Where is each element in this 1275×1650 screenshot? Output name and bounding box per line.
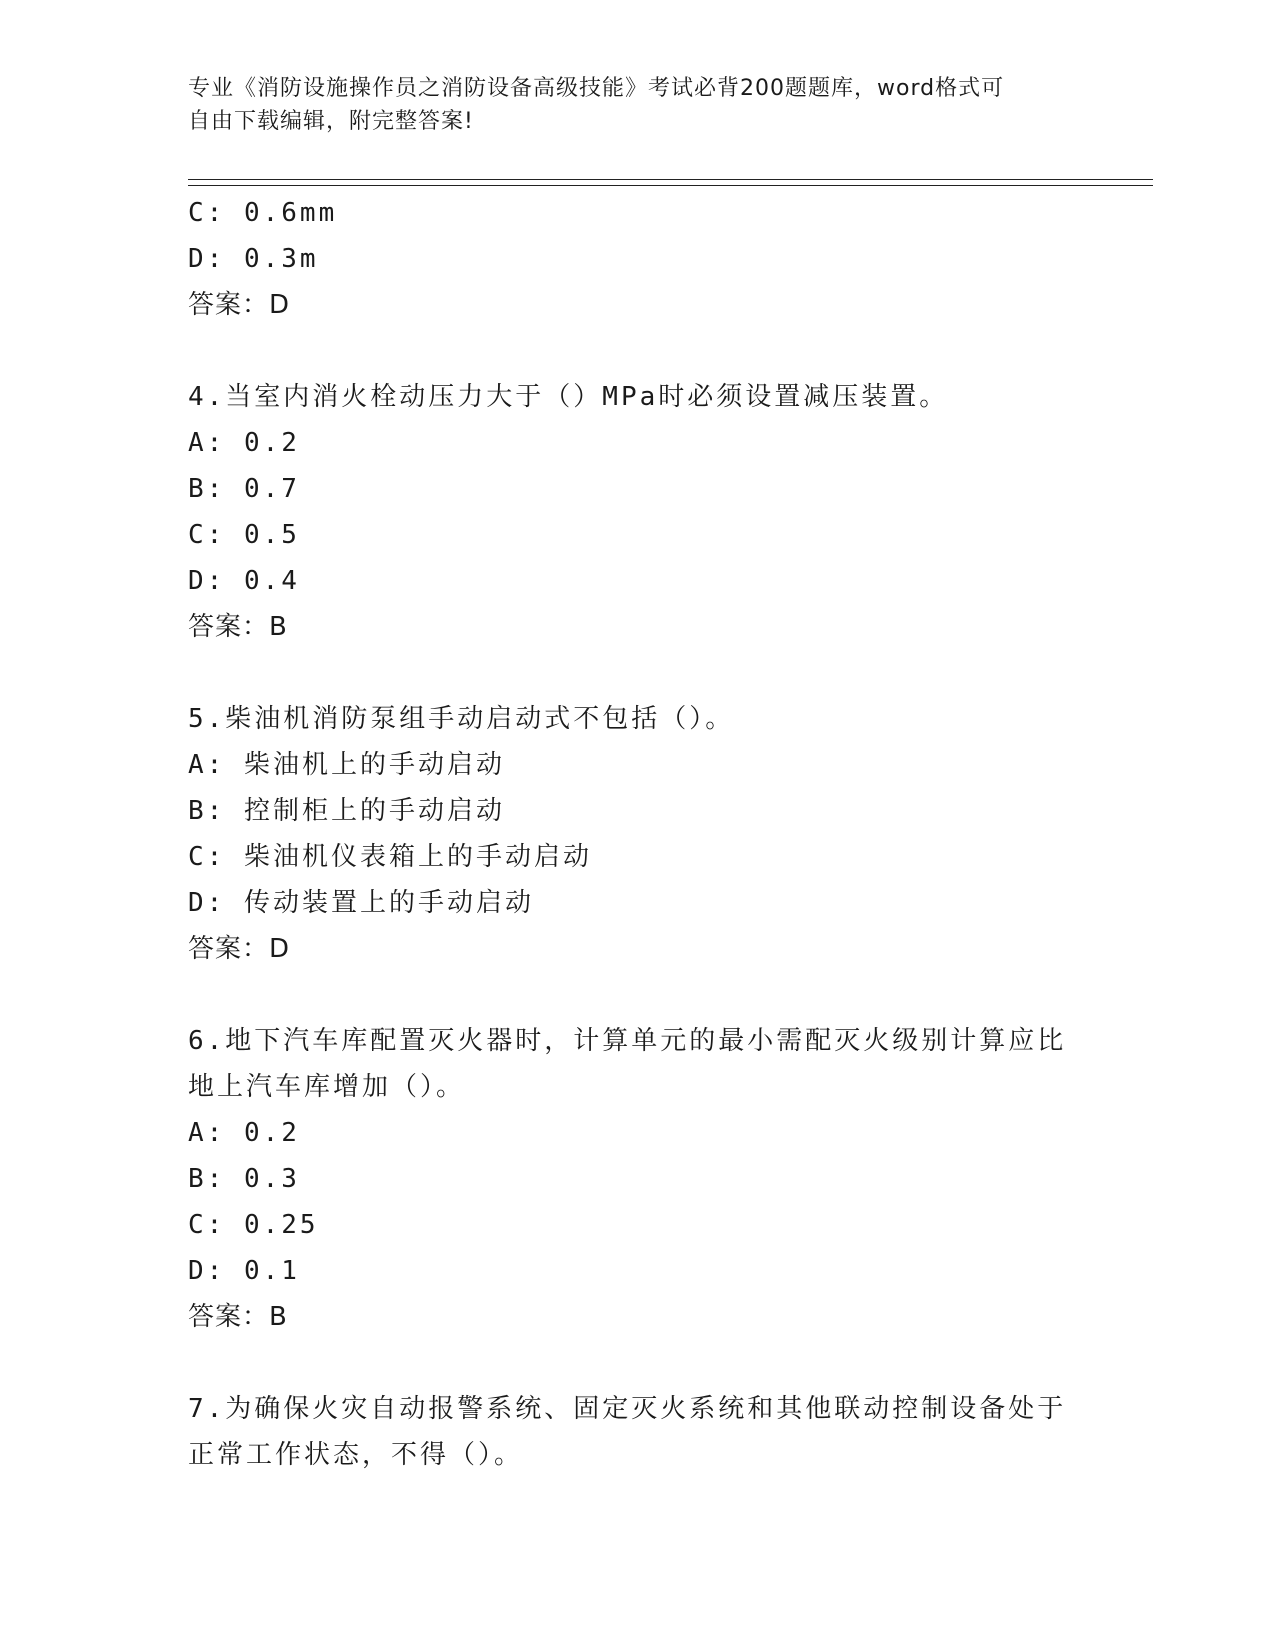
option-c: C: 0.5: [188, 520, 300, 550]
spacer: [188, 328, 1088, 374]
option-c: C: 柴油机仪表箱上的手动启动: [188, 842, 592, 872]
header-divider-top: [188, 179, 1153, 180]
question-7-line-1: 7.为确保火灾自动报警系统、固定灭火系统和其他联动控制设备处于: [188, 1394, 1067, 1424]
option-d: D: 0.1: [188, 1256, 300, 1286]
answer: 答案：B: [188, 612, 288, 642]
option-a: A: 柴油机上的手动启动: [188, 750, 505, 780]
question-6-line-2: 地上汽车库增加（）。: [188, 1072, 466, 1102]
spacer: [188, 650, 1088, 696]
option-d: D: 传动装置上的手动启动: [188, 888, 534, 918]
answer: 答案：D: [188, 934, 291, 964]
option-a: A: 0.2: [188, 1118, 300, 1148]
question-4: 4.当室内消火栓动压力大于（）MPa时必须设置减压装置。: [188, 382, 949, 412]
header-divider-bottom: [188, 185, 1153, 186]
header-line-1: 专业《消防设施操作员之消防设备高级技能》考试必背200题题库，word格式可: [188, 76, 1005, 101]
page-header: [188, 72, 1068, 138]
answer: 答案：B: [188, 1302, 288, 1332]
question-6-line-1: 6.地下汽车库配置灭火器时，计算单元的最小需配灭火级别计算应比: [188, 1026, 1067, 1056]
option-d: D: 0.4: [188, 566, 300, 596]
question-list: [188, 190, 1088, 1478]
option-d: D: 0.3m: [188, 244, 319, 274]
question-5: 5.柴油机消防泵组手动启动式不包括（）。: [188, 704, 735, 734]
answer: 答案：D: [188, 290, 291, 320]
option-c: C: 0.25: [188, 1210, 319, 1240]
header-line-2: 自由下载编辑，附完整答案!: [188, 109, 474, 134]
option-b: B: 0.3: [188, 1164, 300, 1194]
spacer: [188, 972, 1088, 1018]
question-7-line-2: 正常工作状态，不得（）。: [188, 1440, 524, 1470]
option-a: A: 0.2: [188, 428, 300, 458]
spacer: [188, 1340, 1088, 1386]
option-c: C: 0.6mm: [188, 198, 338, 228]
option-b: B: 0.7: [188, 474, 300, 504]
option-b: B: 控制柜上的手动启动: [188, 796, 505, 826]
